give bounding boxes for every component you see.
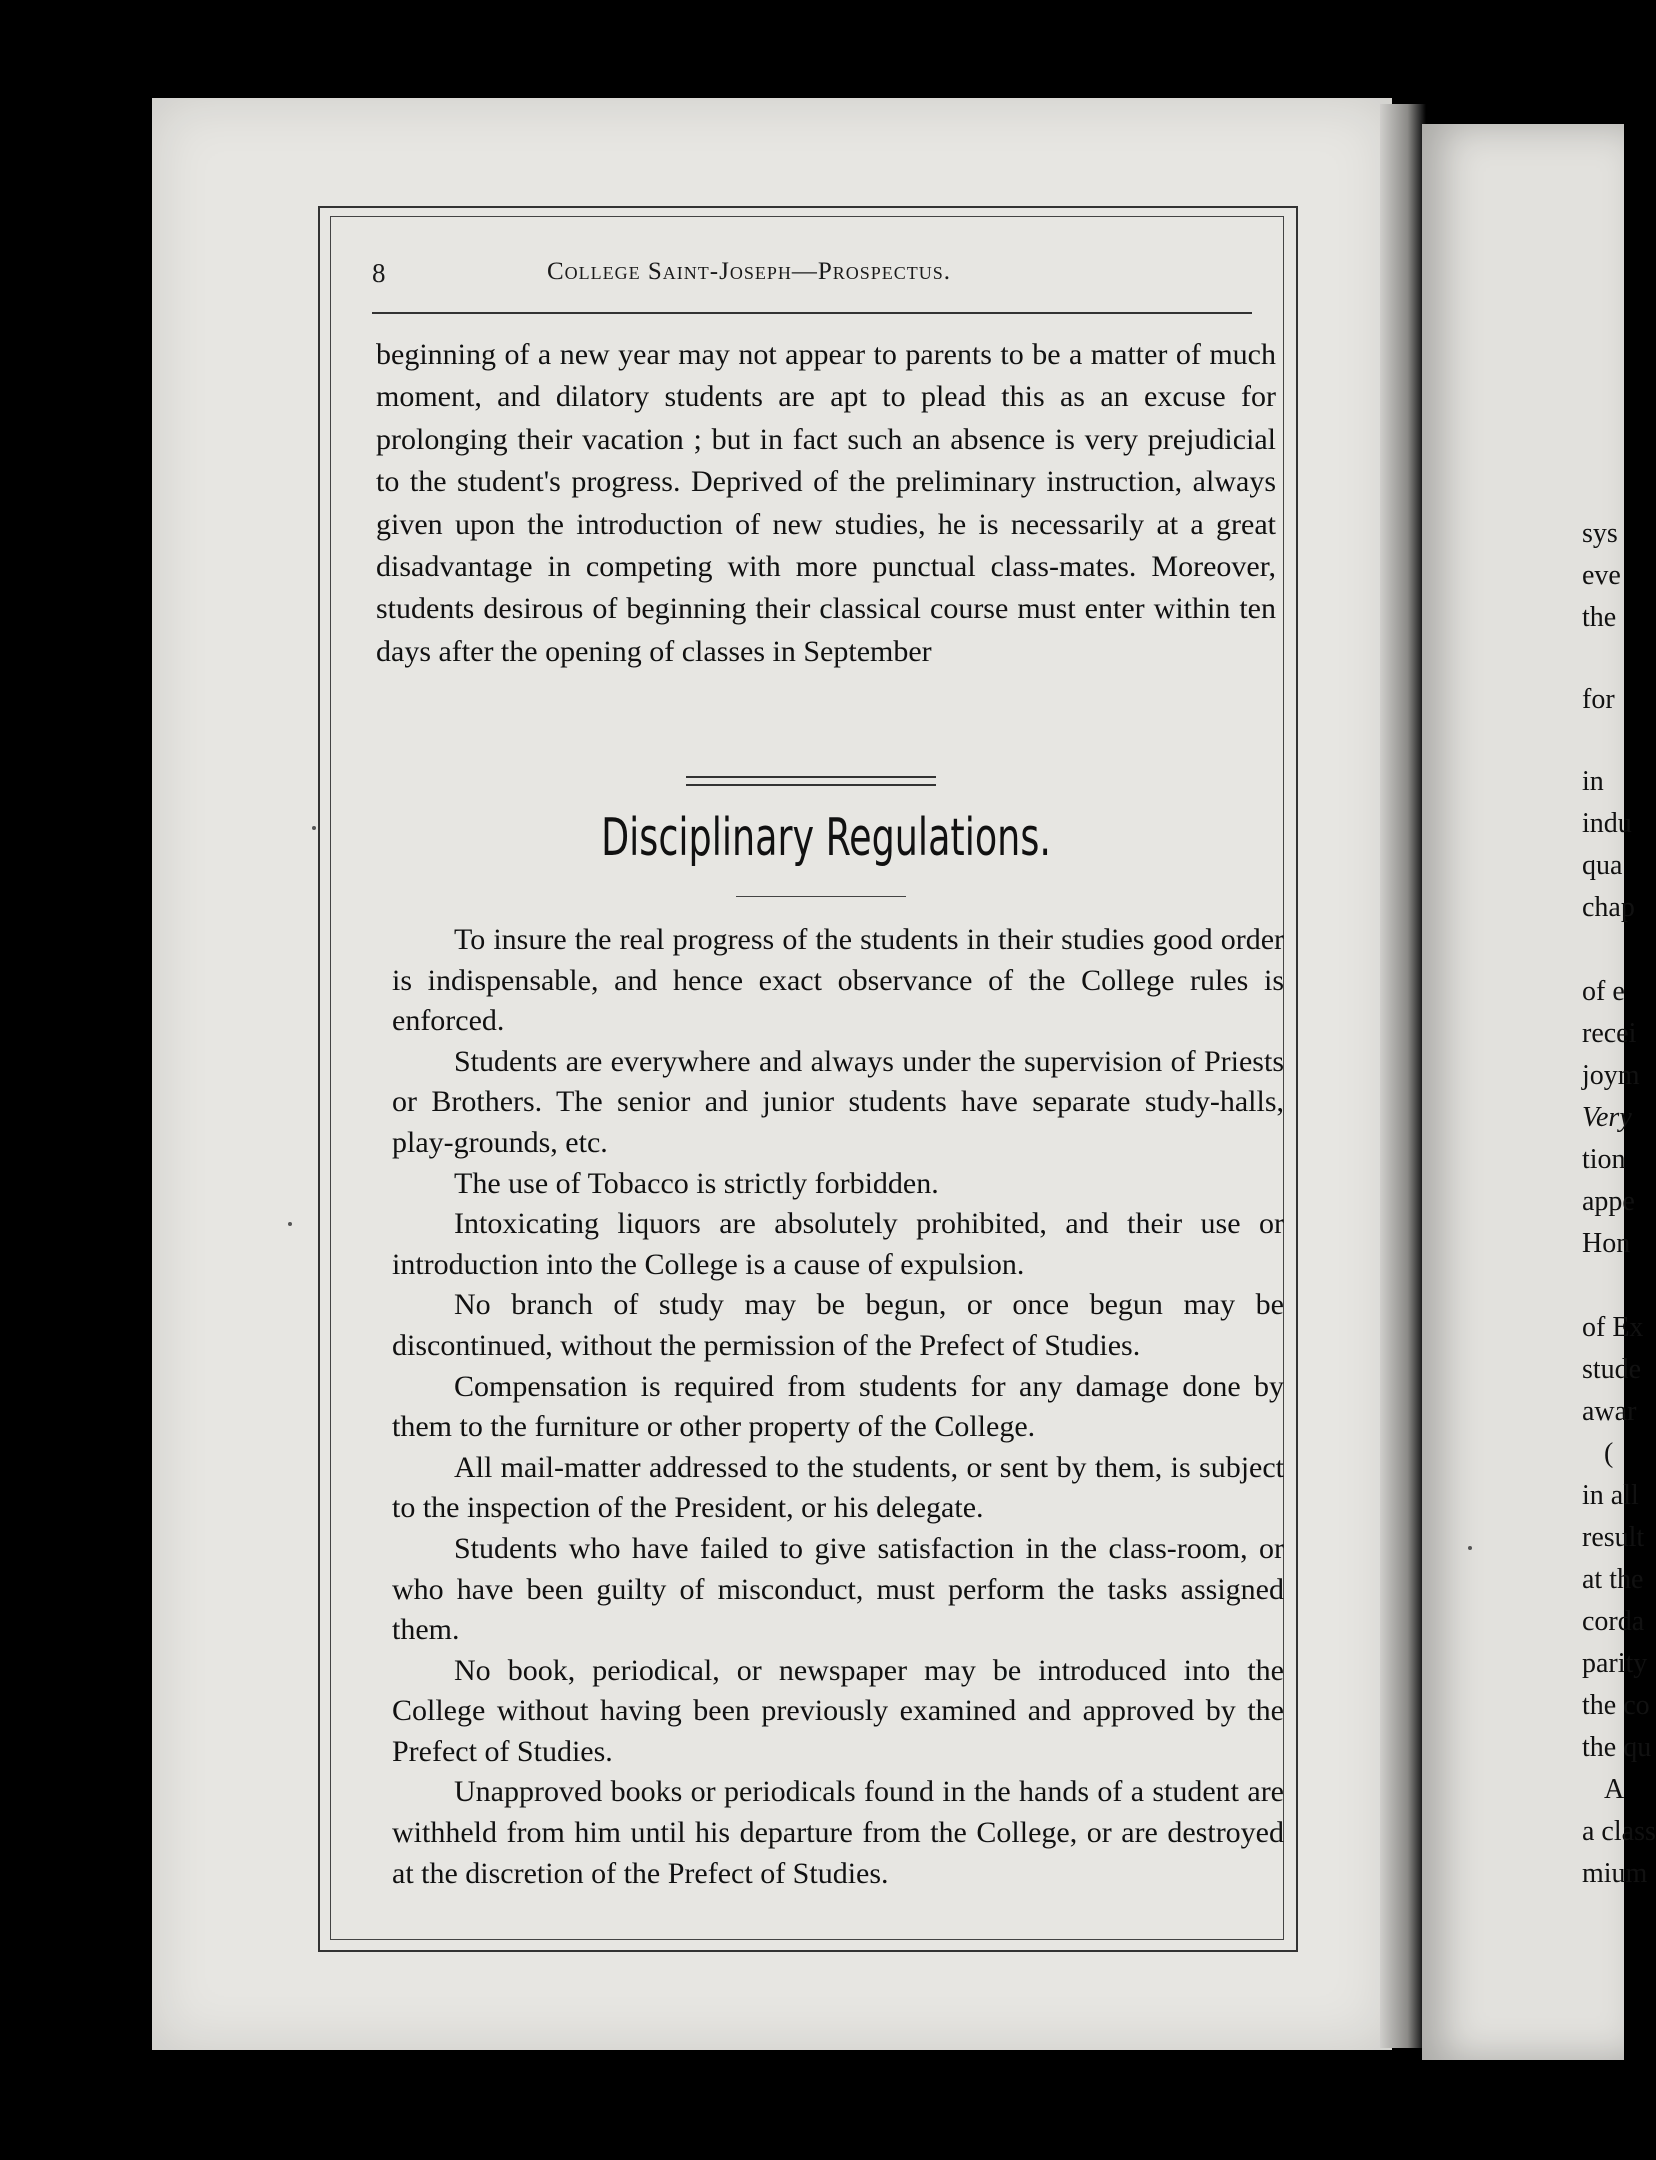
facing-fragment: ( <box>1604 1438 1614 1469</box>
facing-fragment: Very <box>1582 1102 1632 1133</box>
facing-fragment: Hon <box>1582 1228 1631 1259</box>
regulation-paragraph: Compensation is required from students for any damage done by them to the furniture or other property of the College. <box>392 1369 1284 1444</box>
regulation-paragraph: Students who have failed to give satisfaction in the class-room, or who have been guilty of misconduct, must perform the tasks assigned them. <box>392 1531 1284 1647</box>
facing-fragment: the co <box>1582 1690 1650 1721</box>
intro-paragraph: beginning of a new year may not appear to parents to be a matter of much moment, and dilatory students are apt to plead this as an excuse for prolonging their vacation ; but in fact such an absence is very prejudicial to the student's progress. Deprived of the preliminary instruction, always given upon the introduction of new studies, he is necessarily at a great disadvantage in competing with more punctual class-mates. Moreover, students desirous of beginning their classical course must enter within ten days after the opening of classes in September <box>376 338 1276 668</box>
regulation-paragraph: Unapproved books or periodicals found in the hands of a student are withheld from him until his departure from the College, or are destroyed at the discretion of the Prefect of Studies. <box>392 1775 1284 1890</box>
facing-fragment: awar <box>1582 1396 1637 1427</box>
facing-fragment: for <box>1582 684 1615 715</box>
facing-fragment: qua <box>1582 850 1623 881</box>
regulation-paragraph: Intoxicating liquors are absolutely prohibited, and their use or introduction into the College is a cause of expulsion. <box>392 1207 1284 1281</box>
regulation-paragraph: The use of Tobacco is strictly forbidden. <box>454 1166 939 1200</box>
facing-fragment: the qu <box>1582 1732 1652 1763</box>
regulation-paragraph: All mail-matter addressed to the students, or sent by them, is subject to the inspection of the President, or his delegate. <box>392 1450 1284 1525</box>
print-speck <box>312 826 316 830</box>
section-divider <box>686 776 936 786</box>
facing-fragment: in <box>1582 766 1604 797</box>
facing-fragment: stude <box>1582 1354 1642 1385</box>
facing-fragment: sys <box>1582 518 1618 549</box>
regulations-list <box>392 920 1284 1894</box>
facing-fragment: parity <box>1582 1648 1648 1679</box>
regulation-paragraph: Students are everywhere and always under the supervision of Priests or Brothers. The senior and junior students have separate study-halls, play-grounds, etc. <box>392 1044 1284 1159</box>
facing-fragment: tion <box>1582 1144 1626 1175</box>
regulation-paragraph: To insure the real progress of the students in their studies good order is indispensable, and hence exact observance of the College rules is enforced. <box>392 923 1284 1038</box>
facing-fragment: corda <box>1582 1606 1645 1637</box>
regulation-paragraph: No book, periodical, or newspaper may be introduced into the College without having been previously examined and approved by the Prefect of Studies. <box>392 1653 1284 1768</box>
regulation-paragraph: No branch of study may be begun, or once begun may be discontinued, without the permission of the Prefect of Studies. <box>392 1288 1284 1362</box>
header-rule <box>372 312 1252 314</box>
page-header <box>372 258 1252 298</box>
facing-fragment: A <box>1604 1774 1625 1805</box>
page-number: 8 <box>372 258 386 288</box>
facing-fragment: mium <box>1582 1858 1648 1889</box>
print-speck <box>288 1222 292 1226</box>
facing-fragment: of Ex <box>1582 1312 1644 1343</box>
heading-underline <box>736 896 906 897</box>
facing-fragment: appe <box>1582 1186 1635 1217</box>
facing-fragment: a class <box>1582 1816 1656 1847</box>
facing-fragment: recei <box>1582 1018 1637 1049</box>
facing-fragment: at the <box>1582 1564 1644 1595</box>
running-title: College Saint-Joseph—Prospectus. <box>547 258 952 285</box>
right-page <box>1422 124 1624 2060</box>
print-speck <box>1468 1546 1472 1550</box>
facing-fragment: result <box>1582 1522 1645 1553</box>
section-heading: Disciplinary Regulations. <box>601 808 1051 868</box>
book-gutter <box>1380 104 1426 2048</box>
facing-fragment: eve <box>1582 560 1621 591</box>
facing-fragment: of e <box>1582 976 1625 1007</box>
facing-fragment: chap <box>1582 892 1635 923</box>
facing-fragment: indu <box>1582 808 1632 839</box>
facing-fragment: joym <box>1582 1060 1640 1091</box>
facing-fragment: in all <box>1582 1480 1639 1511</box>
facing-fragment: the <box>1582 602 1617 633</box>
